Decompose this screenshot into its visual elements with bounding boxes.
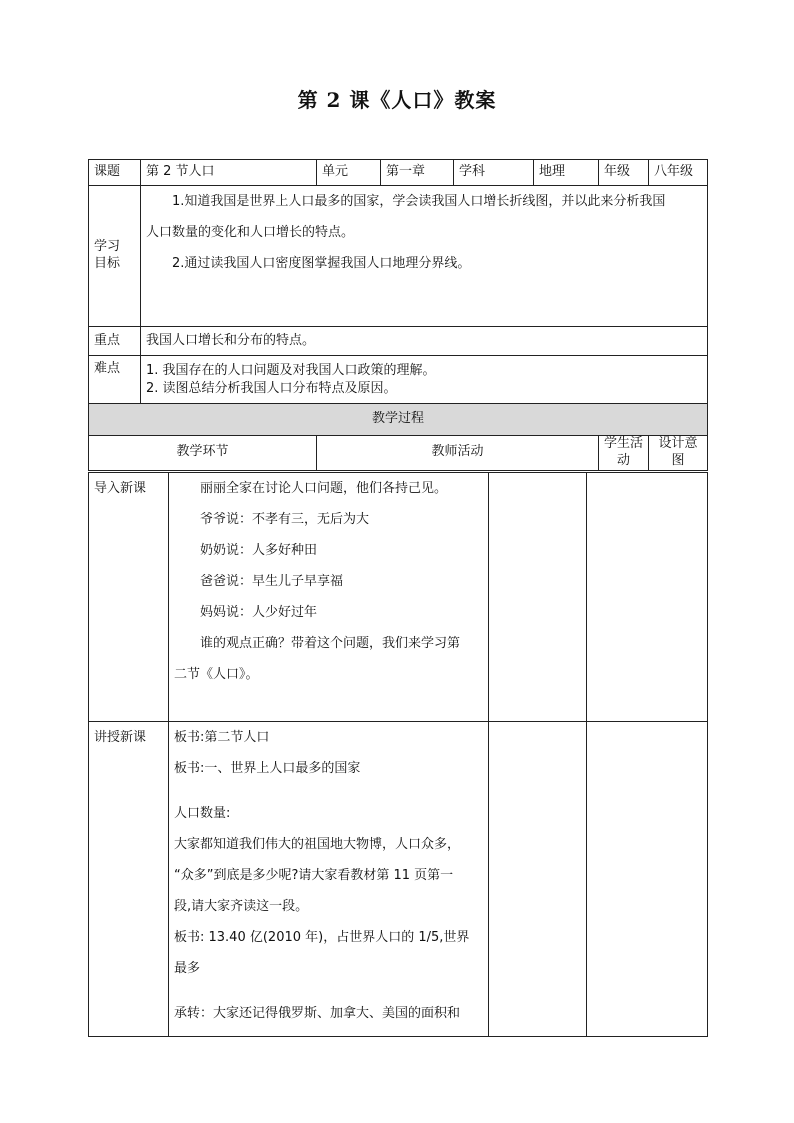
difficulty-row <box>89 356 708 404</box>
intro-row <box>89 473 708 722</box>
col-teacher: 教师活动 <box>317 436 599 471</box>
difficulty-line-1: 1. 我国存在的人口问题及对我国人口政策的理解。 <box>146 362 436 378</box>
process-columns-row <box>89 436 708 471</box>
goal-line-1: 1.知道我国是世界上人口最多的国家，学会读我国人口增长折线图，并以此来分析我国 <box>172 194 666 209</box>
intro-line: 二节《人口》。 <box>174 667 259 682</box>
intro-line: 爷爷说：不孝有三，无后为大 <box>200 512 370 527</box>
paragraph-line-3: 段,请大家齐读这一段。 <box>174 899 309 914</box>
goals-label <box>89 186 141 327</box>
subject-value: 地理 <box>534 160 599 186</box>
difficulty-label: 难点 <box>89 356 141 404</box>
goals-label-line-2: 目标 <box>94 256 121 271</box>
board-line-1: 板书:第二节人口 <box>174 730 270 745</box>
difficulty-line-2: 2. 读图总结分析我国人口分布特点及原因。 <box>146 380 397 396</box>
grade-value: 八年级 <box>649 160 708 186</box>
goal-line-2: 人口数量的变化和人口增长的特点。 <box>146 225 355 240</box>
new-lesson-design <box>587 722 708 1037</box>
intro-line: 丽丽全家在讨论人口问题，他们各持己见。 <box>200 481 448 496</box>
course-value: 第 2 节人口 <box>141 160 317 186</box>
grade-label: 年级 <box>599 160 649 186</box>
new-lesson-content <box>169 722 489 1037</box>
goals-content <box>141 186 708 327</box>
population-label: 人口数量: <box>174 806 231 821</box>
intro-stage: 导入新课 <box>89 473 169 722</box>
intro-design <box>587 473 708 722</box>
intro-line: 妈妈说：人少好过年 <box>200 605 318 620</box>
intro-content <box>169 473 489 722</box>
goals-label-line-1: 学习 <box>94 239 121 255</box>
intro-student <box>489 473 587 722</box>
difficulty-content <box>141 356 708 404</box>
board-line-3: 板书: 13.40 亿(2010 年)，占世界人口的 1/5,世界 <box>174 930 470 945</box>
process-header-row <box>89 404 708 436</box>
goal-line-3: 2.通过读我国人口密度图掌握我国人口地理分界线。 <box>172 256 471 271</box>
col-stage <box>89 436 317 471</box>
paragraph-line-2: “众多”到底是多少呢?请大家看教材第 11 页第一 <box>174 868 454 883</box>
transition-line: 承转：大家还记得俄罗斯、加拿大、美国的面积和 <box>174 1006 461 1021</box>
key-point-row <box>89 327 708 356</box>
board-line-2: 板书:一、世界上人口最多的国家 <box>174 761 361 776</box>
intro-line: 奶奶说：人多好种田 <box>200 543 318 558</box>
key-point-text: 我国人口增长和分布的特点。 <box>141 327 708 356</box>
info-row <box>89 160 708 186</box>
process-header: 教学过程 <box>89 404 708 436</box>
key-point-label: 重点 <box>89 327 141 356</box>
col-stage-text: 教学环节 <box>176 444 229 460</box>
process-body-table <box>88 472 708 1037</box>
intro-line: 爸爸说：早生儿子早享福 <box>200 574 344 589</box>
course-label: 课题 <box>89 160 141 186</box>
goals-row <box>89 186 708 327</box>
intro-line: 谁的观点正确？带着这个问题，我们来学习第 <box>200 636 461 651</box>
paragraph-line-1: 大家都知道我们伟大的祖国地大物博，人口众多， <box>174 837 461 852</box>
unit-value: 第一章 <box>381 160 454 186</box>
lesson-plan-table <box>88 159 708 471</box>
new-lesson-stage: 讲授新课 <box>89 722 169 1037</box>
subject-label: 学科 <box>454 160 534 186</box>
board-line-3b: 最多 <box>174 961 201 976</box>
col-design: 设计意图 <box>649 436 708 471</box>
col-student: 学生活动 <box>599 436 649 471</box>
document-title: 第 2 课《人口》教案 <box>297 88 497 112</box>
new-lesson-row <box>89 722 708 1037</box>
new-lesson-student <box>489 722 587 1037</box>
unit-label: 单元 <box>317 160 381 186</box>
